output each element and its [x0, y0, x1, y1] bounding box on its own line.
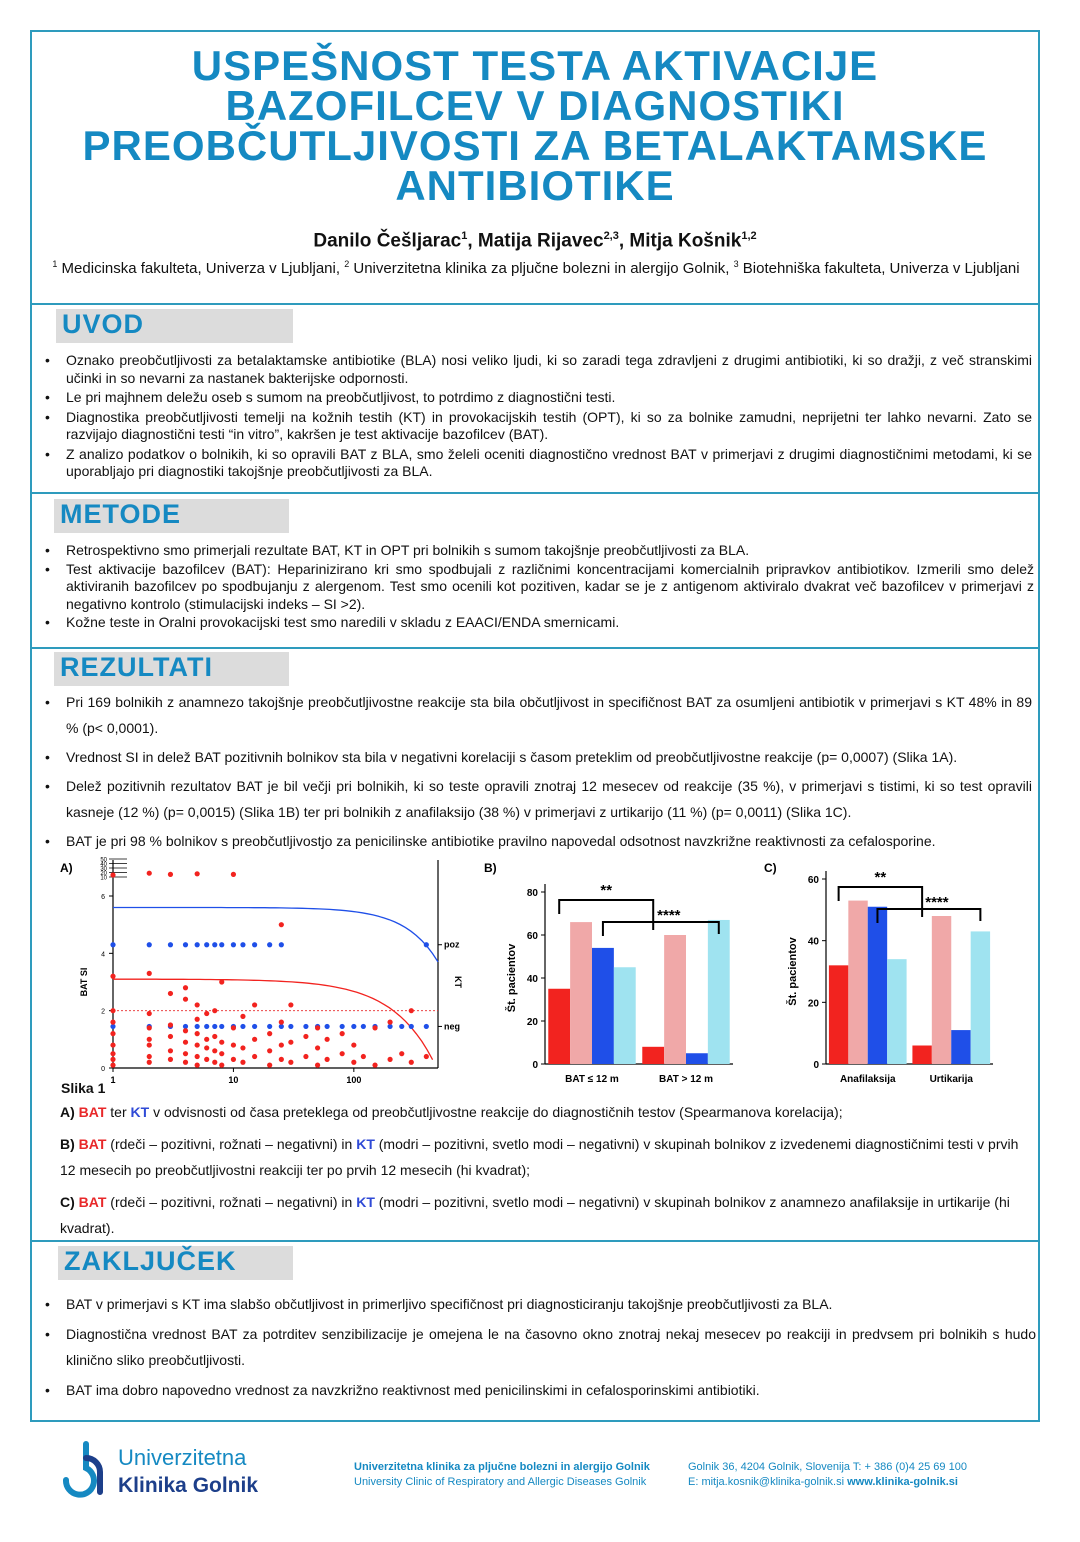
kt-point — [399, 1024, 404, 1029]
caption-letter: A) — [60, 1104, 75, 1120]
bat-point — [340, 1031, 345, 1036]
bat-point — [183, 1028, 188, 1033]
bat-point — [110, 872, 115, 877]
kt-point — [303, 1024, 308, 1029]
bat-point — [147, 871, 152, 876]
bat-point — [110, 1051, 115, 1056]
list-item: • Oznako preobčutljivosti za betalaktamske antibiotike (BLA) nosi veliko ljudi, ki so zaradi tega zdravljeni z drugimi antibiotiki, ki so dražji, z več stranskimi učinki in so nevarni za nastanek bakterijske odpornosti. — [42, 352, 1032, 387]
x-tick-label: Anafilaksija — [839, 1074, 896, 1085]
list-item: • Retrospektivno smo primerjali rezultate BAT, KT in OPT pri bolnikih s sumom takojšnje preobčutljivosti za BLA. — [42, 542, 1034, 560]
bat-point — [147, 1060, 152, 1065]
list-item: • BAT v primerjavi s KT ima slabšo občutljivost in primerljivo specifičnost pri diagnosticiranju takojšnje preobčutljivosti za BLA. — [42, 1291, 1036, 1317]
caption-text: (rdeči – pozitivni, rožnati – negativni) in — [106, 1136, 357, 1152]
bat-point — [387, 1057, 392, 1062]
bar — [642, 1047, 664, 1064]
bat-point — [212, 1008, 217, 1013]
web-link[interactable]: www.klinika-golnik.si — [847, 1476, 958, 1488]
metode-heading: METODE — [54, 499, 289, 533]
bat-point — [212, 1060, 217, 1065]
list-item: • Delež pozitivnih rezultatov BAT je bil večji pri bolnikih, ki so teste opravili znotraj 12 mesecev od reakcije (35 %), v primerjavi s tistimi, ki so test opravili kasneje (12 %) (p= 0,0015) (Slika 1B) ter pri bolnikih z anafilaksijo (38 %) v primerjavi z urtikarijo (11 %) (p= 0,0011) (Slika 1C). — [42, 773, 1032, 825]
bar — [912, 1046, 931, 1065]
bat-point — [325, 1037, 330, 1042]
kt-point — [288, 1024, 293, 1029]
bar — [570, 922, 592, 1064]
significance-label: **** — [657, 907, 681, 924]
panel-label: A) — [60, 861, 73, 875]
bat-point — [183, 1060, 188, 1065]
significance-label: **** — [925, 894, 949, 911]
bat-fit-curve — [113, 979, 433, 1059]
kt-point — [219, 942, 224, 947]
caption-text: v odvisnosti od časa preteklega od preobčutljivostne reakcije do diagnostičnih testov (Spearmanova korelacija); — [149, 1104, 843, 1120]
bat-point — [147, 1054, 152, 1059]
y-tick-label: 60 — [807, 875, 819, 886]
kt-point — [252, 942, 257, 947]
kt-point — [212, 1024, 217, 1029]
email-link[interactable]: E: mitja.kosnik@klinika-golnik.si — [688, 1476, 848, 1488]
significance-label: ** — [600, 882, 613, 899]
bar — [664, 935, 686, 1064]
affiliations — [42, 254, 1030, 279]
caption-letter: B) — [60, 1136, 75, 1152]
bat-point — [168, 872, 173, 877]
caption-a — [60, 1099, 1030, 1125]
bat-point — [195, 1042, 200, 1047]
authors: Danilo Češljarac$^1$, Matija Rijavec$^{2,3}$, Mitja Košnik$^{1,2}$ — [313, 230, 757, 252]
institution-sl: Univerzitetna klinika za pljučne bolezni in alergijo Golnik — [354, 1461, 650, 1473]
kt-point — [219, 1024, 224, 1029]
author-name: Danilo Češljarac — [313, 230, 462, 252]
list-item: • Test aktivacije bazofilcev (BAT): Heparinizirano kri smo spodbujali z različnimi koncentracijami komercialnih pripravkov antibiotikov. Izmerili smo delež aktiviranih bazofilcev po spodbujanju z alergenom. Test smo ocenili kot pozitiven, kadar se je z antigenom aktiviralo dvakrat več bazofilcev v primerjavi z negativno kontrolo (stimulacijski indeks – SI >2). — [42, 561, 1034, 614]
caption-b — [60, 1131, 1030, 1183]
rezultati-list — [42, 689, 1032, 857]
bat-point — [195, 1002, 200, 1007]
bat-point — [219, 1063, 224, 1068]
list-item: • Diagnostika preobčutljivosti temelji na kožnih testih (KT) in provokacijskih testih (OPT), ki so za bolnike zamudni, neprijetni ter lahko nevarni. Zato se razvijajo diagnostični testi “in vitro”, kakršen je test aktivacije bazofilcev (BAT). — [42, 409, 1032, 444]
bat-point — [288, 1060, 293, 1065]
kt-point — [424, 1024, 429, 1029]
bar — [614, 967, 636, 1064]
kt-point — [240, 942, 245, 947]
kt-point — [267, 942, 272, 947]
logo-text-bottom: Klinika Golnik — [118, 1474, 259, 1497]
bat-point — [315, 1063, 320, 1068]
bat-point — [219, 1051, 224, 1056]
contact — [688, 1475, 958, 1490]
y-tick-label: 0 — [101, 1066, 105, 1073]
bat-point — [110, 1031, 115, 1036]
bat-point — [212, 1048, 217, 1053]
zakljucek-heading: ZAKLJUČEK — [58, 1246, 293, 1280]
golnik-logo-icon — [56, 1440, 108, 1498]
bar — [708, 920, 730, 1064]
bat-point — [110, 1057, 115, 1062]
author-name: Matija Rijavec — [477, 230, 604, 252]
bat-point — [195, 1017, 200, 1022]
bat-point — [409, 1060, 414, 1065]
bat-label: BAT — [78, 1136, 107, 1152]
affil-text: Univerzitetna klinika za pljučne bolezni in alergijo Golnik, — [349, 260, 734, 277]
bat-point — [267, 1031, 272, 1036]
bat-label: BAT — [78, 1104, 107, 1120]
right-tick-label: poz — [444, 939, 460, 950]
y-tick-label: 0 — [813, 1060, 819, 1071]
x-tick-label: 10 — [228, 1075, 239, 1085]
y-tick-label: 80 — [526, 888, 538, 899]
kt-point — [424, 942, 429, 947]
bat-point — [240, 1045, 245, 1050]
bat-point — [147, 1025, 152, 1030]
bat-point — [147, 1042, 152, 1047]
kt-point — [361, 1024, 366, 1029]
bat-point — [240, 1014, 245, 1019]
y-axis-label: Št. pacientov — [506, 943, 518, 1013]
y-tick-label: 40 — [526, 974, 538, 985]
bat-point — [110, 1020, 115, 1025]
x-tick-label: Urtikarija — [929, 1074, 973, 1085]
author-sup: 1,2 — [741, 230, 757, 242]
kt-point — [212, 942, 217, 947]
bat-point — [399, 1051, 404, 1056]
bat-point — [219, 1040, 224, 1045]
kt-point — [252, 1024, 257, 1029]
y-upper-tick-label: 40 — [100, 862, 107, 868]
bat-point — [195, 1054, 200, 1059]
bat-point — [325, 1057, 330, 1062]
kt-point — [340, 1024, 345, 1029]
bat-point — [168, 1022, 173, 1027]
bar — [951, 1030, 970, 1064]
bat-point — [168, 1048, 173, 1053]
bat-point — [303, 1034, 308, 1039]
affil-sup: 2 — [344, 259, 350, 269]
bat-point — [231, 872, 236, 877]
y-tick-label: 20 — [526, 1017, 538, 1028]
bar — [548, 989, 570, 1064]
caption-text: (modri – pozitivni, svetlo modi – negativni) v skupinah bolnikov z izvedenemi diagnostičnimi testi v prvih 12 mesecih po preobčutljivostni reakciji ter po prvih 12 mesecih (hi kvadrat); — [60, 1136, 1019, 1178]
x-tick-label: 100 — [346, 1075, 362, 1085]
bat-point — [279, 1057, 284, 1062]
y-upper-tick-label: 20 — [100, 871, 107, 877]
bat-point — [183, 985, 188, 990]
x-tick-label: 1 — [110, 1075, 116, 1085]
metode-list — [42, 542, 1034, 633]
kt-point — [279, 942, 284, 947]
bat-point — [110, 1008, 115, 1013]
y-tick-label: 2 — [101, 1008, 105, 1016]
kt-point — [351, 1024, 356, 1029]
uvod-heading: UVOD — [56, 309, 293, 343]
caption-c — [60, 1189, 1030, 1241]
caption-text: (rdeči – pozitivni, rožnati – negativni) in — [106, 1194, 357, 1210]
bat-point — [372, 1063, 377, 1068]
kt-label: KT — [130, 1104, 150, 1120]
affil-text: Biotehniška fakulteta, Univerza v Ljubljani — [738, 260, 1020, 277]
bat-label: BAT — [78, 1194, 107, 1210]
kt-point — [204, 942, 209, 947]
right-tick-label: neg — [444, 1021, 461, 1032]
y-upper-tick-label: 30 — [100, 866, 107, 873]
bat-point — [231, 1057, 236, 1062]
y-tick-label: 40 — [807, 936, 819, 948]
bat-point — [183, 997, 188, 1002]
right-axis-label: KT — [453, 976, 463, 988]
section-divider — [32, 303, 1038, 305]
list-item: • BAT ima dobro napovedno vrednost za navzkrižno reaktivnost med penicilinskimi in cefalosporinskimi antibiotiki. — [42, 1377, 1036, 1403]
bar — [848, 901, 867, 1064]
poster-title — [52, 42, 1018, 209]
affil-sup: 1 — [52, 259, 58, 269]
bar — [887, 959, 906, 1064]
title-line: BAZOFILCEV V DIAGNOSTIKI — [225, 82, 845, 129]
bat-point — [110, 974, 115, 979]
affil-sup: 3 — [733, 259, 739, 269]
y-tick-label: 6 — [101, 894, 105, 901]
kt-point — [147, 942, 152, 947]
bat-point — [315, 1045, 320, 1050]
rezultati-heading: REZULTATI — [54, 652, 289, 686]
significance-label: ** — [874, 869, 887, 886]
kt-point — [168, 942, 173, 947]
kt-fit-curve — [113, 908, 438, 962]
bat-point — [147, 971, 152, 976]
bat-point — [252, 1037, 257, 1042]
y-axis-label: BAT SI — [79, 967, 89, 997]
bat-point — [267, 1063, 272, 1068]
bar — [829, 965, 848, 1064]
y-tick-label: 0 — [532, 1060, 538, 1071]
figure-label: Slika 1 — [61, 1080, 106, 1096]
kt-point — [409, 1024, 414, 1029]
title-line: PREOBČUTLJIVOSTI ZA BETALAKTAMSKE — [82, 122, 988, 169]
significance-bracket — [603, 922, 719, 936]
chart-b — [478, 852, 758, 1092]
bar — [686, 1053, 708, 1064]
zakljucek-list — [42, 1291, 1036, 1407]
chart-a — [55, 852, 475, 1092]
y-upper-tick-label: 10 — [100, 875, 107, 882]
y-axis-label: Št. pacientov — [787, 937, 799, 1006]
panel-label: C) — [764, 861, 777, 875]
x-tick-label: BAT ≤ 12 m — [565, 1074, 619, 1085]
kt-point — [325, 1024, 330, 1029]
bat-point — [372, 1025, 377, 1030]
bat-point — [279, 1042, 284, 1047]
institution-en: University Clinic of Respiratory and Allergic Diseases Golnik — [354, 1476, 647, 1488]
bat-point — [183, 1040, 188, 1045]
bat-point — [315, 1025, 320, 1030]
x-tick-label: BAT > 12 m — [659, 1074, 713, 1085]
bat-point — [303, 1054, 308, 1059]
bat-point — [387, 1020, 392, 1025]
significance-bracket — [877, 909, 980, 923]
list-item: • Vrednost SI in delež BAT pozitivnih bolnikov sta bila v negativni korelaciji s časom preteklim od preobčutljivostne reakcije (p= 0,0007) (Slika 1A). — [42, 744, 1032, 770]
bat-point — [351, 1042, 356, 1047]
kt-point — [267, 1024, 272, 1029]
author-name: Mitja Košnik — [629, 230, 742, 252]
caption-text: (modri – pozitivni, svetlo modi – negativni) v skupinah bolnikov z anamnezo anafilaksije in urtikarije (hi kvadrat). — [60, 1194, 1010, 1236]
bat-point — [252, 1002, 257, 1007]
bar — [592, 948, 614, 1064]
bat-point — [147, 1011, 152, 1016]
y-tick-label: 4 — [101, 951, 105, 959]
bat-point — [351, 1060, 356, 1065]
bat-point — [279, 1020, 284, 1025]
list-item: • Diagnostična vrednost BAT za potrditev senzibilizacije je omejena le na časovno okno znotraj nekaj mesecev po reakciji in predvsem pri bolnikih s hudo klinično sliko preobčutljivosti. — [42, 1321, 1036, 1373]
bar — [932, 916, 951, 1064]
figure-caption — [60, 1099, 1030, 1247]
bat-point — [288, 1040, 293, 1045]
kt-label: KT — [356, 1136, 375, 1152]
section-divider — [32, 492, 1038, 494]
list-item: • BAT je pri 98 % bolnikov s preobčutljivostjo za penicilinske antibiotike pravilno napovedal odsotnost navzkrižne reaktivnosti za cefalosporine. — [42, 828, 1032, 854]
list-item: • Z analizo podatkov o bolnikih, ki so opravili BAT z BLA, smo želeli oceniti diagnostično vrednost BAT v primerjavi z drugimi diagnostičnimi metodami, ki se uporabljajo pri diagnostiki takojšnje preobčutljivosti za BLA. — [42, 446, 1032, 481]
bat-point — [195, 871, 200, 876]
bat-point — [168, 1034, 173, 1039]
bat-point — [252, 1054, 257, 1059]
bat-point — [110, 1042, 115, 1047]
bat-point — [204, 1057, 209, 1062]
panel-label: B) — [484, 861, 497, 875]
kt-point — [195, 1024, 200, 1029]
kt-label: KT — [356, 1194, 375, 1210]
bat-point — [195, 1063, 200, 1068]
bat-point — [168, 1057, 173, 1062]
bat-point — [231, 1042, 236, 1047]
affil-text: Medicinska fakulteta, Univerza v Ljubljani, — [57, 260, 345, 277]
bat-point — [267, 1048, 272, 1053]
list-item: • Pri 169 bolnikih z anamnezo takojšnje preobčutljivostne reakcije sta bila občutljivost in specifičnost BAT za osumljeni antibiotik v primerjavi s KT 48% in 89 % (p< 0,0001). — [42, 689, 1032, 741]
bat-point — [147, 1037, 152, 1042]
y-tick-label: 60 — [526, 931, 538, 942]
uvod-list — [42, 352, 1032, 483]
kt-point — [195, 942, 200, 947]
bat-point — [219, 979, 224, 984]
bat-point — [409, 1008, 414, 1013]
address: Golnik 36, 4204 Golnik, Slovenija T: + 386 (0)4 25 69 100 — [688, 1461, 967, 1473]
bat-point — [361, 1054, 366, 1059]
bat-point — [212, 1034, 217, 1039]
logo-text-top: Univerzitetna — [118, 1445, 247, 1470]
bat-point — [231, 1025, 236, 1030]
title-line: ANTIBIOTIKE — [395, 162, 675, 209]
bar — [868, 907, 887, 1064]
bat-point — [168, 991, 173, 996]
chart-c — [758, 852, 1008, 1092]
bat-point — [204, 1045, 209, 1050]
bat-point — [340, 1051, 345, 1056]
bat-point — [288, 1002, 293, 1007]
kt-point — [240, 1024, 245, 1029]
bat-point — [204, 1011, 209, 1016]
author-sup: 1 — [461, 230, 468, 242]
bat-point — [240, 1060, 245, 1065]
bat-point — [204, 1037, 209, 1042]
caption-text: ter — [106, 1104, 131, 1120]
bat-point — [424, 1054, 429, 1059]
y-tick-label: 20 — [807, 998, 819, 1010]
list-item: • Le pri majhnem deležu oseb s sumom na preobčutljivost, to potrdimo z diagnostični testi. — [42, 389, 1032, 407]
author-sup: 2,3 — [603, 230, 619, 242]
list-item: • Kožne teste in Oralni provokacijski test smo naredili v skladu z EAACI/ENDA smernicami. — [42, 614, 1034, 632]
kt-point — [110, 942, 115, 947]
bar — [971, 931, 990, 1064]
kt-point — [183, 942, 188, 947]
bat-point — [110, 1063, 115, 1068]
y-upper-tick-label: 50 — [100, 857, 107, 864]
bat-point — [279, 922, 284, 927]
bat-point — [183, 1051, 188, 1056]
bat-point — [195, 1031, 200, 1036]
caption-letter: C) — [60, 1194, 75, 1210]
title-line: USPEŠNOST TESTA AKTIVACIJE — [191, 42, 879, 89]
section-divider — [32, 647, 1038, 649]
kt-point — [204, 1024, 209, 1029]
kt-point — [231, 942, 236, 947]
